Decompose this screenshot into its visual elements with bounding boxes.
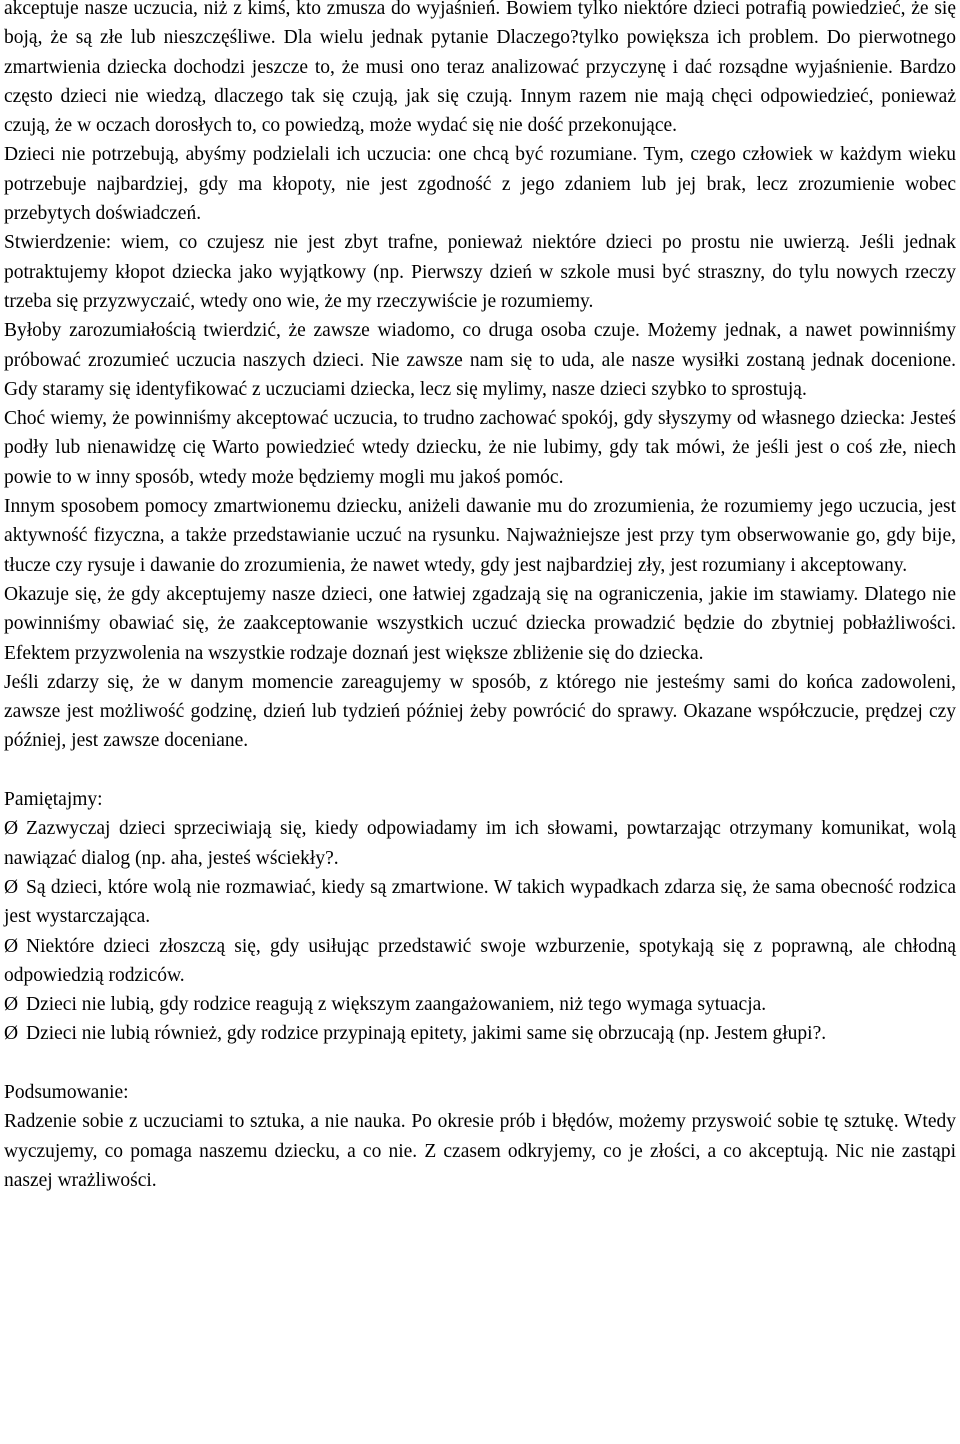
bullet-text: Dzieci nie lubią, gdy rodzice reagują z większym zaangażowaniem, niż tego wymaga sytuacja. bbox=[26, 994, 767, 1016]
summary-text: Radzenie sobie z uczuciami to sztuka, a nie nauka. Po okresie prób i błędów, możemy przyswoić sobie tę sztukę. Wtedy wyczujemy, co pomaga naszemu dziecku, a co nie. Z czasem odkryjemy, co je złości, a co akceptują. Nic nie zastąpi naszej wrażliwości. bbox=[4, 1111, 956, 1191]
bullet-item bbox=[4, 1019, 956, 1048]
paragraph-5: Choć wiemy, że powinniśmy akceptować uczucia, to trudno zachować spokój, gdy słyszymy od własnego dziecka: Jesteś podły lub nienawidzę cię Warto powiedzieć wtedy dziecku, że nie lubimy, gdy tak mówi, że jeśli jest o coś złe, niech powie to w inny sposób, wtedy może będziemy mogli mu jakoś pomóc. bbox=[4, 408, 956, 488]
bullet-item bbox=[4, 873, 956, 932]
bullet-item bbox=[4, 814, 956, 873]
paragraph-1: akceptuje nasze uczucia, niż z kimś, kto zmusza do wyjaśnień. Bowiem tylko niektóre dzieci potrafią powiedzieć, że się boją, że są złe lub nieszczęśliwe. Dla wielu jednak pytanie Dlaczego?tylko powiększa ich problem. Do pierwotnego zmartwienia dziecka dochodzi jeszcze to, że musi ono teraz analizować przyczynę i dać rozsądne wyjaśnienie. Bardzo często dzieci nie wiedzą, dlaczego tak się czują, jak się czują. Innym razem nie mają chęci odpowiedzieć, ponieważ czują, że w oczach dorosłych to, co powiedzą, może wydać się nie dość przekonujące. bbox=[4, 0, 956, 137]
paragraph-6: Innym sposobem pomocy zmartwionemu dziecku, aniżeli dawanie mu do zrozumienia, że rozumiemy jego uczucia, jest aktywność fizyczna, a także przedstawianie uczuć na rysunku. Najważniejsze jest przy tym obserwowanie go, gdy bije, tłucze czy rysuje i dawanie do zrozumienia, że nawet wtedy, gdy jest najbardziej zły, jest rozumiany i akceptowany. bbox=[4, 496, 956, 576]
spacer bbox=[4, 1049, 956, 1078]
remember-heading: Pamiętajmy: bbox=[4, 789, 103, 811]
paragraph-4: Byłoby zarozumiałością twierdzić, że zawsze wiadomo, co druga osoba czuje. Możemy jednak, a nawet powinniśmy próbować zrozumieć uczucia naszych dzieci. Nie zawsze nam się to uda, ale nasze wysiłki zostaną jednak docenione. Gdy staramy się identyfikować z uczuciami dziecka, lecz się mylimy, nasze dzieci szybko to sprostują. bbox=[4, 320, 956, 400]
bullet-text: Są dzieci, które wolą nie rozmawiać, kiedy są zmartwione. W takich wypadkach zdarza się, że sama obecność rodzica jest wystarczająca. bbox=[4, 876, 956, 928]
arrow-bullet-icon: Ø bbox=[4, 994, 19, 1016]
arrow-bullet-icon: Ø bbox=[4, 935, 19, 957]
bullet-text: Dzieci nie lubią również, gdy rodzice przypinają epitety, jakimi same się obrzucają (np. Jestem głupi?. bbox=[26, 1023, 827, 1045]
paragraph-8: Jeśli zdarzy się, że w danym momencie zareagujemy w sposób, z którego nie jesteśmy sami do końca zadowoleni, zawsze jest możliwość godzinę, dzień lub tydzień później żeby powrócić do sprawy. Okazane współczucie, prędzej czy później, jest zawsze doceniane. bbox=[4, 671, 956, 752]
bullet-item bbox=[4, 990, 956, 1019]
spacer bbox=[4, 756, 956, 785]
paragraph-2: Dzieci nie potrzebują, abyśmy podzielali ich uczucia: one chcą być rozumiane. Tym, czego człowiek w każdym wieku potrzebuje najbardziej, gdy ma kłopoty, nie jest zgodność z jego zdaniem lub jej brak, lecz zrozumienie wobec przebytych doświadczeń. bbox=[4, 144, 956, 225]
bullet-text: Niektóre dzieci złoszczą się, gdy usiłując przedstawić swoje wzburzenie, spotykają się z poprawną, ale chłodną odpowiedzią rodziców. bbox=[4, 935, 956, 986]
summary-heading: Podsumowanie: bbox=[4, 1081, 129, 1103]
bullet-text: Zazwyczaj dzieci sprzeciwiają się, kiedy odpowiadamy im ich słowami, powtarzając otrzymany komunikat, wolą nawiązać dialog (np. aha, jesteś wściekły?. bbox=[4, 818, 956, 869]
arrow-bullet-icon: Ø bbox=[4, 818, 19, 840]
paragraph-3: Stwierdzenie: wiem, co czujesz nie jest zbyt trafne, ponieważ niektóre dzieci po prostu nie uwierzą. Jeśli jednak potraktujemy kłopot dziecka jako wyjątkowy (np. Pierwszy dzień w szkole musi być straszny, do tylu nowych rzeczy trzeba się przyzwyczaić, wtedy ono wie, że my rzeczywiście je rozumiemy. bbox=[4, 232, 956, 312]
arrow-bullet-icon: Ø bbox=[4, 876, 19, 898]
arrow-bullet-icon: Ø bbox=[4, 1023, 19, 1045]
paragraph-7: Okazuje się, że gdy akceptujemy nasze dzieci, one łatwiej zgadzają się na ograniczenia, jakie im stawiamy. Dlatego nie powinniśmy obawiać się, że zaakceptowanie wszystkich uczuć dziecka prowadzić będzie do zbytniej pobłażliwości. Efektem przyzwolenia na wszystkie rodzaje doznań jest większe zbliżenie się do dziecka. bbox=[4, 583, 956, 664]
bullet-item bbox=[4, 932, 956, 991]
